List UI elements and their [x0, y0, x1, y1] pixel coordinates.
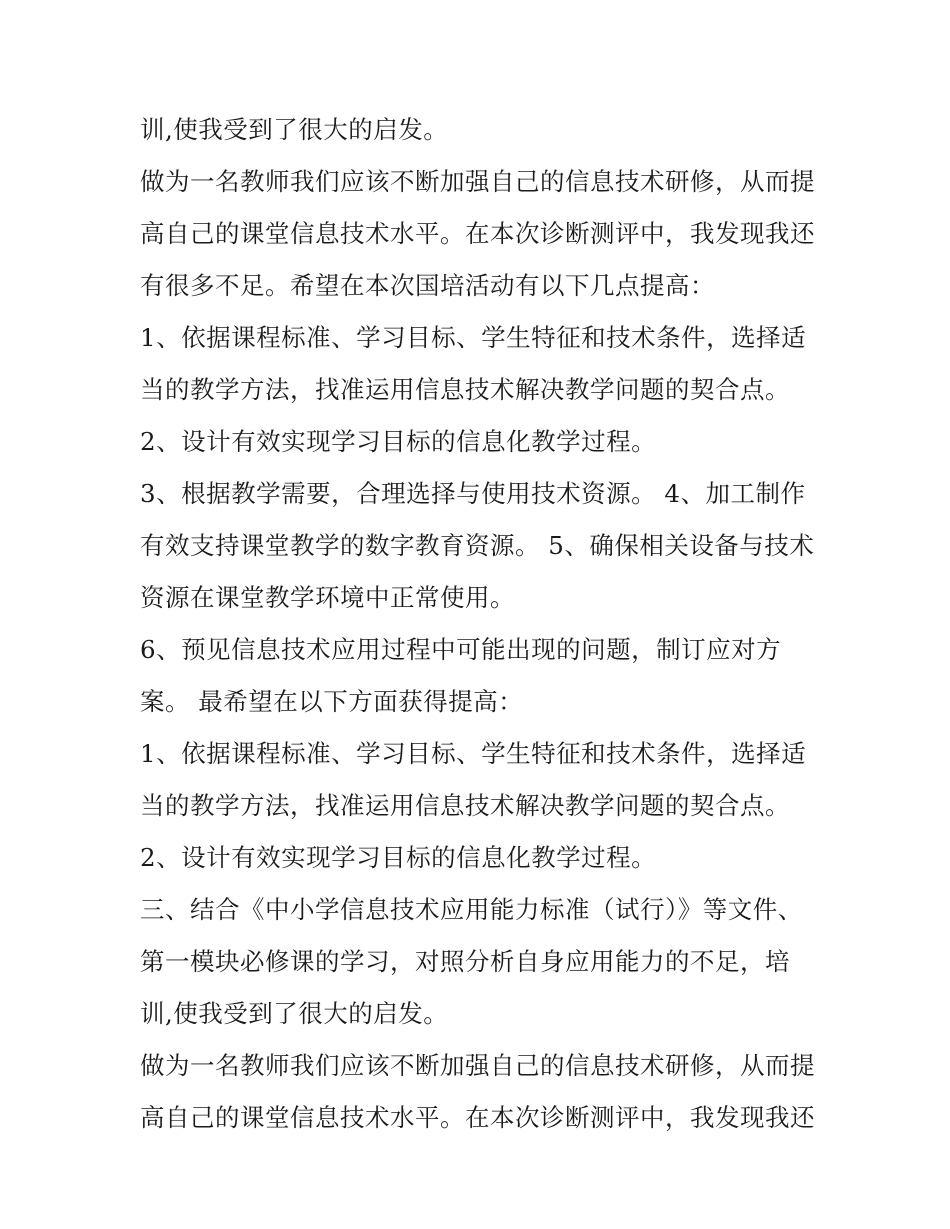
text-line: 第一模块必修课的学习，对照分析自身应用能力的不足，培 [140, 947, 790, 976]
text-line: 三、结合《中小学信息技术应用能力标准（试行）》等文件、 [140, 895, 803, 924]
text-line: 6、预见信息技术应用过程中可能出现的问题，制订应对方 [140, 635, 782, 664]
text-line: 1、依据课程标准、学习目标、学生特征和技术条件，选择适 [140, 739, 807, 768]
text-line: 高自己的课堂信息技术水平。在本次诊断测评中，我发现我还 [140, 219, 815, 248]
document-body [140, 104, 820, 1144]
text-line: 案。 最希望在以下方面获得提高： [140, 687, 524, 716]
text-line: 训,使我受到了很大的启发。 [140, 999, 449, 1028]
text-line: 1、依据课程标准、学习目标、学生特征和技术条件，选择适 [140, 323, 807, 352]
text-line: 2、设计有效实现学习目标的信息化教学过程。 [140, 843, 657, 872]
text-line: 训,使我受到了很大的启发。 [140, 115, 449, 144]
text-line: 2、设计有效实现学习目标的信息化教学过程。 [140, 427, 657, 456]
text-line: 当的教学方法，找准运用信息技术解决教学问题的契合点。 [140, 375, 790, 404]
text-line: 做为一名教师我们应该不断加强自己的信息技术研修，从而提 [140, 1051, 815, 1080]
text-line: 做为一名教师我们应该不断加强自己的信息技术研修，从而提 [140, 167, 815, 196]
text-line: 当的教学方法，找准运用信息技术解决教学问题的契合点。 [140, 791, 790, 820]
text-line: 3、根据教学需要，合理选择与使用技术资源。 4、加工制作 [140, 479, 806, 508]
text-line: 有效支持课堂教学的数字教育资源。 5、确保相关设备与技术 [140, 531, 815, 560]
text-line: 资源在课堂教学环境中正常使用。 [140, 583, 515, 612]
text-line: 高自己的课堂信息技术水平。在本次诊断测评中，我发现我还 [140, 1103, 815, 1132]
text-line: 有很多不足。希望在本次国培活动有以下几点提高： [140, 271, 715, 300]
